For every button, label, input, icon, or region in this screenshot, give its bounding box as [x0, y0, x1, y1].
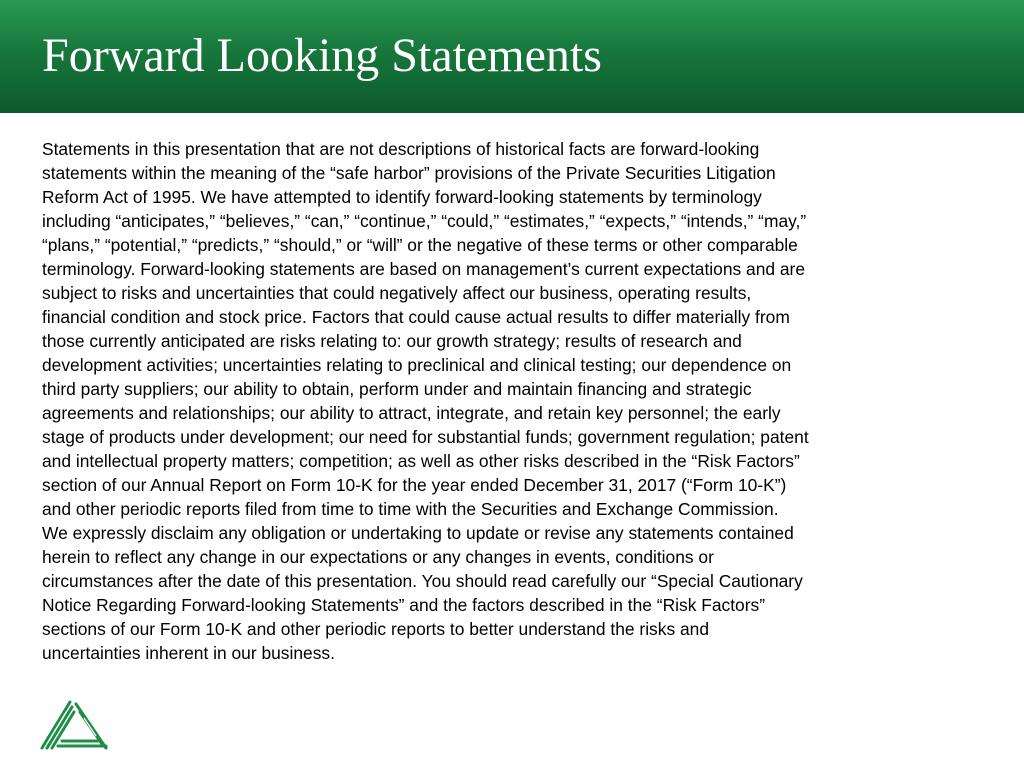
disclaimer-line: statements within the meaning of the “safe harbor” provisions of the Private Securities Litigation [42, 163, 776, 184]
disclaimer-line: herein to reflect any change in our expectations or any changes in events, conditions or [42, 547, 714, 568]
disclaimer-line: including “anticipates,” “believes,” “can,” “continue,” “could,” “estimates,” “expects,” “intends,” “may,” [42, 211, 807, 232]
disclaimer-line: stage of products under development; our need for substantial funds; government regulation; patent [42, 427, 809, 448]
disclaimer-line: Reform Act of 1995. We have attempted to identify forward-looking statements by terminology [42, 187, 762, 208]
disclaimer-line: agreements and relationships; our ability to attract, integrate, and retain key personnel; the early [42, 403, 781, 424]
company-logo [36, 698, 112, 754]
disclaimer-line: terminology. Forward-looking statements are based on management’s current expectations and are [42, 259, 806, 280]
disclaimer-line: and other periodic reports filed from time to time with the Securities and Exchange Commission. [42, 499, 779, 520]
disclaimer-line: “plans,” “potential,” “predicts,” “should,” or “will” or the negative of these terms or other comparable [42, 235, 798, 256]
disclaimer-line: subject to risks and uncertainties that could negatively affect our business, operating results, [42, 283, 752, 304]
disclaimer-line: development activities; uncertainties relating to preclinical and clinical testing; our dependence on [42, 355, 792, 376]
disclaimer-line: sections of our Form 10-K and other periodic reports to better understand the risks and [42, 619, 709, 640]
disclaimer-line: Notice Regarding Forward-looking Statements” and the factors described in the “Risk Factors” [42, 595, 765, 616]
disclaimer-line: those currently anticipated are risks relating to: our growth strategy; results of research and [42, 331, 742, 352]
disclaimer-line: and intellectual property matters; competition; as well as other risks described in the “Risk Factors” [42, 451, 800, 472]
disclaimer-line: We expressly disclaim any obligation or undertaking to update or revise any statements contained [42, 523, 794, 544]
disclaimer-line: circumstances after the date of this presentation. You should read carefully our “Special Cautionary [42, 571, 803, 592]
disclaimer-line: Statements in this presentation that are not descriptions of historical facts are forward-looking [42, 139, 760, 159]
disclaimer-line: financial condition and stock price. Factors that could cause actual results to differ materially from [42, 307, 790, 328]
disclaimer-line: uncertainties inherent in our business. [42, 643, 335, 664]
disclaimer-line: section of our Annual Report on Form 10-K for the year ended December 31, 2017 (“Form 10-K”) [42, 475, 787, 496]
disclaimer-text [42, 137, 942, 665]
title-bar [0, 0, 1024, 113]
triangle-stripes-logo-icon [36, 698, 112, 754]
disclaimer-line: third party suppliers; our ability to obtain, perform under and maintain financing and strategic [42, 379, 752, 400]
slide-title: Forward Looking Statements [42, 29, 602, 82]
